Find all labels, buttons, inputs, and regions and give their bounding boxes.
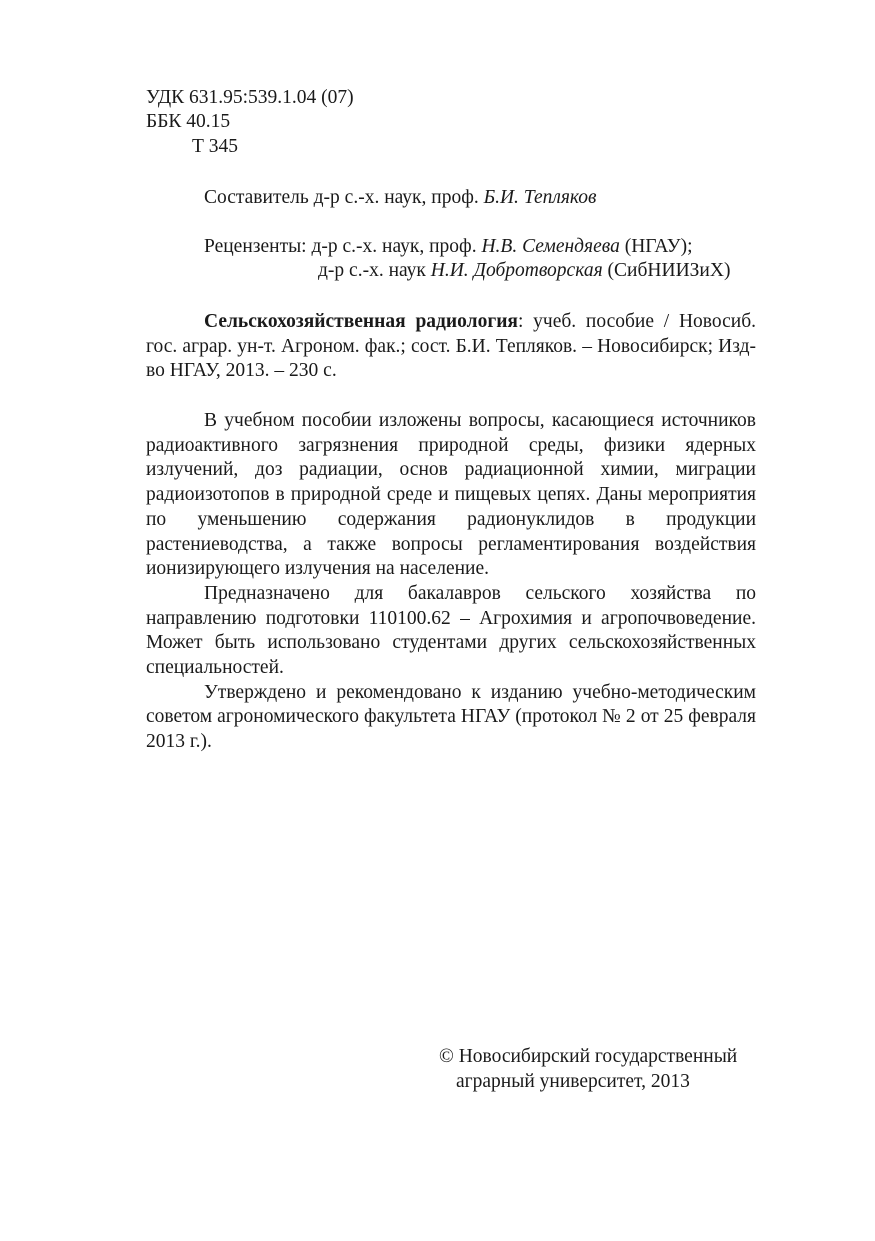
- reviewer-2-name: Н.И. Добротворская: [430, 260, 603, 281]
- bibliographic-citation: [146, 310, 756, 384]
- author-code: Т 345: [192, 136, 239, 157]
- abstract-paragraph-1: В учебном пособии изложены вопросы, касающиеся источников радиоактивного загрязнения природной среды, физики ядерных излучений, доз радиации, основ радиационной химии, миграции радиоизотопов в природной среде и пищевых цепях. Даны мероприятия по уменьшению содержания радионуклидов в продукции растениеводства, а также вопросы регламентирования воздействия ионизирующего излучения на население.: [146, 410, 756, 580]
- reviewers-label: Рецензенты:: [204, 236, 307, 257]
- udk-code: УДК 631.95:539.1.04 (07): [146, 87, 354, 108]
- book-title: Сельскохозяйственная радиология: [204, 311, 518, 332]
- compiler-line: [204, 186, 597, 210]
- bbk-code: ББК 40.15: [146, 111, 231, 132]
- reviewer-line-2: [318, 259, 730, 283]
- reviewer-1-degree: д-р с.-х. наук, проф.: [311, 236, 477, 257]
- reviewer-2-degree: д-р с.-х. наук: [318, 260, 426, 281]
- copyright-line-1: © Новосибирский государственный: [439, 1046, 738, 1067]
- citation-details: : учеб. пособие / Новосиб. гос. аграр. ун-т. Агроном. фак.; сост. Б.И. Тепляков. – Новосибирск; Изд-во НГАУ, 2013. – 230 с.: [146, 311, 756, 382]
- abstract-paragraph-2: Предназначено для бакалавров сельского хозяйства по направлению подготовки 110100.62 – Агрохимия и агропочвоведение. Может быть использовано студентами других сельскохозяйственных специальностей.: [146, 582, 756, 679]
- compiler-label: Составитель д-р с.-х. наук, проф.: [204, 187, 479, 208]
- copyright-line-2: аграрный университет, 2013: [456, 1071, 690, 1092]
- reviewer-1-name: Н.В. Семендяева: [481, 236, 620, 257]
- reviewer-line-1: [204, 235, 693, 259]
- abstract: [146, 409, 756, 755]
- compiler-name: Б.И. Тепляков: [483, 187, 597, 208]
- abstract-paragraph-3: Утверждено и рекомендовано к изданию учебно-методическим советом агрономического факультета НГАУ (протокол № 2 от 25 февраля 2013 г.).: [146, 681, 756, 753]
- reviewer-1-org: (НГАУ);: [624, 236, 693, 257]
- reviewer-2-org: (СибНИИЗиХ): [607, 260, 731, 281]
